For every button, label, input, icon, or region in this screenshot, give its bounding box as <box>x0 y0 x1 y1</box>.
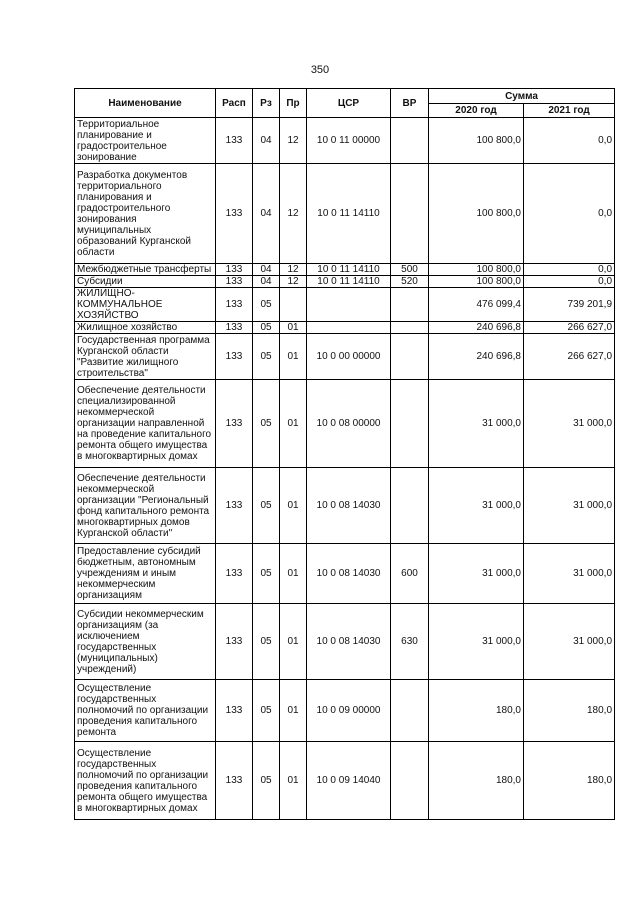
table-row <box>75 380 615 468</box>
row-vr: 600 <box>391 544 429 604</box>
row-vr: 520 <box>391 276 429 288</box>
table-row <box>75 276 615 288</box>
row-pr: 01 <box>280 680 307 742</box>
row-name: Осуществление государственных полномочий по организации проведения капитального ремонта общего имущества в многоквартирных домах <box>75 742 216 820</box>
row-sum-2021: 0,0 <box>524 276 615 288</box>
row-name: Жилищное хозяйство <box>75 322 216 334</box>
row-pr: 12 <box>280 276 307 288</box>
row-vr <box>391 164 429 264</box>
header-name: Наименование <box>75 89 216 118</box>
row-sum-2020: 100 800,0 <box>429 264 524 276</box>
header-vr: ВР <box>391 89 429 118</box>
row-name: ЖИЛИЩНО-КОММУНАЛЬНОЕ ХОЗЯЙСТВО <box>75 288 216 322</box>
row-pr: 12 <box>280 118 307 164</box>
row-csr: 10 0 00 00000 <box>307 334 391 380</box>
row-csr <box>307 288 391 322</box>
row-pr: 12 <box>280 264 307 276</box>
row-sum-2020: 31 000,0 <box>429 604 524 680</box>
row-vr <box>391 322 429 334</box>
row-rasp: 133 <box>216 288 253 322</box>
table-row <box>75 742 615 820</box>
row-name: Осуществление государственных полномочий по организации проведения капитального ремонта <box>75 680 216 742</box>
row-pr: 01 <box>280 742 307 820</box>
row-csr: 10 0 11 00000 <box>307 118 391 164</box>
row-vr <box>391 288 429 322</box>
row-csr: 10 0 11 14110 <box>307 264 391 276</box>
header-pr: Пр <box>280 89 307 118</box>
row-rasp: 133 <box>216 604 253 680</box>
table-row <box>75 164 615 264</box>
row-sum-2021: 739 201,9 <box>524 288 615 322</box>
row-name: Субсидии некоммерческим организациям (за исключением государственных (муниципальных) учреждений) <box>75 604 216 680</box>
row-csr: 10 0 08 14030 <box>307 604 391 680</box>
row-rasp: 133 <box>216 118 253 164</box>
row-csr: 10 0 11 14110 <box>307 164 391 264</box>
row-vr <box>391 468 429 544</box>
row-pr <box>280 288 307 322</box>
table-row <box>75 264 615 276</box>
row-sum-2020: 100 800,0 <box>429 118 524 164</box>
table-row <box>75 680 615 742</box>
row-rz: 05 <box>253 604 280 680</box>
row-pr: 01 <box>280 544 307 604</box>
row-rasp: 133 <box>216 164 253 264</box>
header-rz: Рз <box>253 89 280 118</box>
row-sum-2021: 31 000,0 <box>524 380 615 468</box>
row-rasp: 133 <box>216 334 253 380</box>
row-rz: 05 <box>253 680 280 742</box>
row-rasp: 133 <box>216 264 253 276</box>
header-year-2020: 2020 год <box>429 104 524 118</box>
row-sum-2021: 180,0 <box>524 742 615 820</box>
row-vr <box>391 334 429 380</box>
row-rz: 04 <box>253 164 280 264</box>
row-name: Обеспечение деятельности некоммерческой организации "Региональный фонд капитального ремонта многоквартирных домов Курганской области" <box>75 468 216 544</box>
row-csr: 10 0 11 14110 <box>307 276 391 288</box>
row-sum-2020: 31 000,0 <box>429 544 524 604</box>
page-number: 350 <box>310 64 330 76</box>
row-rz: 04 <box>253 118 280 164</box>
row-rz: 05 <box>253 380 280 468</box>
row-pr: 12 <box>280 164 307 264</box>
row-rasp: 133 <box>216 742 253 820</box>
row-sum-2020: 240 696,8 <box>429 334 524 380</box>
row-rz: 05 <box>253 544 280 604</box>
row-rasp: 133 <box>216 380 253 468</box>
row-sum-2020: 31 000,0 <box>429 380 524 468</box>
row-rasp: 133 <box>216 468 253 544</box>
row-rasp: 133 <box>216 680 253 742</box>
row-pr: 01 <box>280 604 307 680</box>
header-year-2021: 2021 год <box>524 104 615 118</box>
row-rz: 05 <box>253 742 280 820</box>
row-name: Государственная программа Курганской области "Развитие жилищного строительства" <box>75 334 216 380</box>
row-name: Разработка документов территориального планирования и градостроительного зонирования муниципальных образований Курганской области <box>75 164 216 264</box>
row-csr: 10 0 08 14030 <box>307 468 391 544</box>
table-row <box>75 288 615 322</box>
row-csr: 10 0 08 00000 <box>307 380 391 468</box>
row-sum-2020: 100 800,0 <box>429 164 524 264</box>
table-row <box>75 468 615 544</box>
row-sum-2021: 31 000,0 <box>524 468 615 544</box>
row-rz: 05 <box>253 334 280 380</box>
budget-table <box>74 88 615 820</box>
row-pr: 01 <box>280 322 307 334</box>
row-name: Предоставление субсидий бюджетным, автономным учреждениям и иным некоммерческим организациям <box>75 544 216 604</box>
row-vr <box>391 118 429 164</box>
row-sum-2020: 100 800,0 <box>429 276 524 288</box>
header-sum: Сумма <box>429 89 615 104</box>
row-rz: 05 <box>253 288 280 322</box>
table-row <box>75 118 615 164</box>
row-vr <box>391 380 429 468</box>
row-sum-2021: 0,0 <box>524 164 615 264</box>
table-row <box>75 334 615 380</box>
row-sum-2020: 31 000,0 <box>429 468 524 544</box>
row-csr: 10 0 08 14030 <box>307 544 391 604</box>
row-rz: 05 <box>253 468 280 544</box>
row-rz: 05 <box>253 322 280 334</box>
row-name: Обеспечение деятельности специализированной некоммерческой организации направленной на проведение капитального ремонта общего имущества в многоквартирных домах <box>75 380 216 468</box>
table-row <box>75 322 615 334</box>
row-sum-2021: 31 000,0 <box>524 604 615 680</box>
header-rasp: Расп <box>216 89 253 118</box>
row-pr: 01 <box>280 468 307 544</box>
row-csr <box>307 322 391 334</box>
row-rasp: 133 <box>216 544 253 604</box>
header-csr: ЦСР <box>307 89 391 118</box>
row-vr: 500 <box>391 264 429 276</box>
row-sum-2021: 0,0 <box>524 118 615 164</box>
row-sum-2021: 0,0 <box>524 264 615 276</box>
row-rasp: 133 <box>216 322 253 334</box>
row-sum-2020: 240 696,8 <box>429 322 524 334</box>
row-pr: 01 <box>280 380 307 468</box>
row-pr: 01 <box>280 334 307 380</box>
row-csr: 10 0 09 14040 <box>307 742 391 820</box>
row-name: Межбюджетные трансферты <box>75 264 216 276</box>
table-row <box>75 544 615 604</box>
row-vr: 630 <box>391 604 429 680</box>
row-sum-2021: 266 627,0 <box>524 334 615 380</box>
row-rz: 04 <box>253 276 280 288</box>
row-rasp: 133 <box>216 276 253 288</box>
row-sum-2021: 266 627,0 <box>524 322 615 334</box>
row-name: Субсидии <box>75 276 216 288</box>
row-sum-2020: 476 099,4 <box>429 288 524 322</box>
row-vr <box>391 742 429 820</box>
row-csr: 10 0 09 00000 <box>307 680 391 742</box>
row-sum-2020: 180,0 <box>429 680 524 742</box>
table-row <box>75 604 615 680</box>
row-name: Территориальное планирование и градостроительное зонирование <box>75 118 216 164</box>
row-rz: 04 <box>253 264 280 276</box>
row-sum-2021: 31 000,0 <box>524 544 615 604</box>
row-sum-2021: 180,0 <box>524 680 615 742</box>
row-vr <box>391 680 429 742</box>
row-sum-2020: 180,0 <box>429 742 524 820</box>
